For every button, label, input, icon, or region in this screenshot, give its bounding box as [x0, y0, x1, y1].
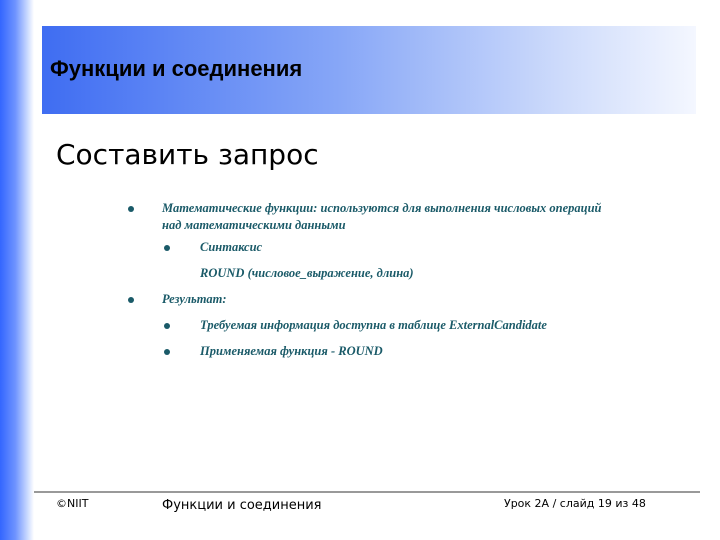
bullet-dot-4 [164, 323, 170, 329]
bullet-dot-2 [164, 245, 170, 251]
bullet-4-info: Требуемая информация доступна в таблице ExternalCandidate [200, 318, 547, 332]
bullet-1-line-1: Математические функции: используются для выполнения числовых операций [162, 201, 602, 215]
bullet-dot-1 [128, 206, 134, 212]
slide-title: Составить запрос [56, 138, 319, 171]
footer-slide-info: Урок 2А / слайд 19 из 48 [504, 497, 646, 510]
left-gradient-bar [0, 0, 34, 540]
bullet-5-function: Применяемая функция - ROUND [200, 344, 383, 358]
bullet-dot-5 [164, 349, 170, 355]
bullet-3-result: Результат: [162, 292, 227, 306]
header-title: Функции и соединения [50, 56, 303, 81]
footer-copyright: ©NIIT [56, 497, 89, 510]
footer-divider [34, 491, 700, 493]
footer-course-title: Функции и соединения [162, 498, 322, 513]
bullet-dot-3 [128, 297, 134, 303]
bullet-2-code: ROUND (числовое_выражение, длина) [200, 266, 414, 280]
bullet-2-syntax: Синтаксис [200, 240, 263, 254]
bullet-1-line-2: над математическими данными [162, 218, 346, 232]
